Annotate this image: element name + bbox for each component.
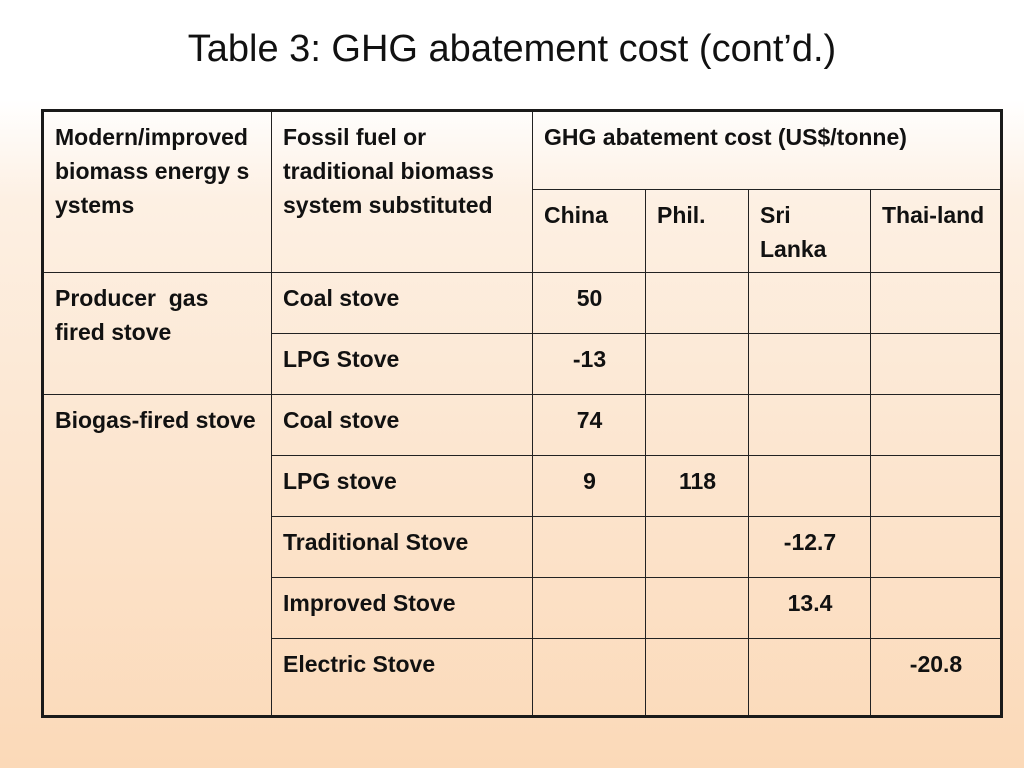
system-cell-biogas: Biogas-fired stove bbox=[43, 395, 272, 717]
value-cell-phil bbox=[646, 517, 749, 578]
value-cell-phil bbox=[646, 578, 749, 639]
value-cell-phil bbox=[646, 639, 749, 717]
table-row bbox=[43, 273, 1002, 334]
value-cell-china: 74 bbox=[533, 395, 646, 456]
value-cell-china bbox=[533, 639, 646, 717]
value-cell-thailand bbox=[871, 334, 1002, 395]
substituted-cell: Coal stove bbox=[272, 395, 533, 456]
value-cell-phil: 118 bbox=[646, 456, 749, 517]
value-cell-sri-lanka bbox=[749, 395, 871, 456]
header-country-phil: Phil. bbox=[646, 190, 749, 273]
value-cell-china bbox=[533, 578, 646, 639]
header-country-sri-lanka: Sri Lanka bbox=[749, 190, 871, 273]
value-cell-phil bbox=[646, 334, 749, 395]
header-modern-system: Modern/improved biomass energy systems bbox=[43, 111, 272, 273]
value-cell-china: -13 bbox=[533, 334, 646, 395]
value-cell-thailand bbox=[871, 517, 1002, 578]
value-cell-sri-lanka: -12.7 bbox=[749, 517, 871, 578]
value-cell-thailand bbox=[871, 578, 1002, 639]
table-row bbox=[43, 395, 1002, 456]
header-cost-group: GHG abatement cost (US$/tonne) bbox=[533, 111, 1002, 190]
substituted-cell: LPG stove bbox=[272, 456, 533, 517]
slide-title: Table 3: GHG abatement cost (cont’d.) bbox=[187, 28, 837, 70]
value-cell-thailand bbox=[871, 395, 1002, 456]
value-cell-china bbox=[533, 517, 646, 578]
value-cell-sri-lanka bbox=[749, 456, 871, 517]
substituted-cell: Electric Stove bbox=[272, 639, 533, 717]
header-country-china: China bbox=[533, 190, 646, 273]
value-cell-phil bbox=[646, 273, 749, 334]
value-cell-china: 50 bbox=[533, 273, 646, 334]
system-cell-producer-gas: Producer gas fired stove bbox=[43, 273, 272, 395]
value-cell-sri-lanka bbox=[749, 334, 871, 395]
header-substituted-system: Fossil fuel or traditional biomass system substituted bbox=[272, 111, 533, 273]
value-cell-china: 9 bbox=[533, 456, 646, 517]
value-cell-sri-lanka bbox=[749, 639, 871, 717]
substituted-cell: Improved Stove bbox=[272, 578, 533, 639]
ghg-abatement-table bbox=[41, 109, 1003, 718]
value-cell-sri-lanka bbox=[749, 273, 871, 334]
value-cell-phil bbox=[646, 395, 749, 456]
value-cell-sri-lanka: 13.4 bbox=[749, 578, 871, 639]
substituted-cell: Coal stove bbox=[272, 273, 533, 334]
value-cell-thailand bbox=[871, 273, 1002, 334]
substituted-cell: Traditional Stove bbox=[272, 517, 533, 578]
value-cell-thailand: -20.8 bbox=[871, 639, 1002, 717]
value-cell-thailand bbox=[871, 456, 1002, 517]
header-country-thailand: Thai-land bbox=[871, 190, 1002, 273]
substituted-cell: LPG Stove bbox=[272, 334, 533, 395]
